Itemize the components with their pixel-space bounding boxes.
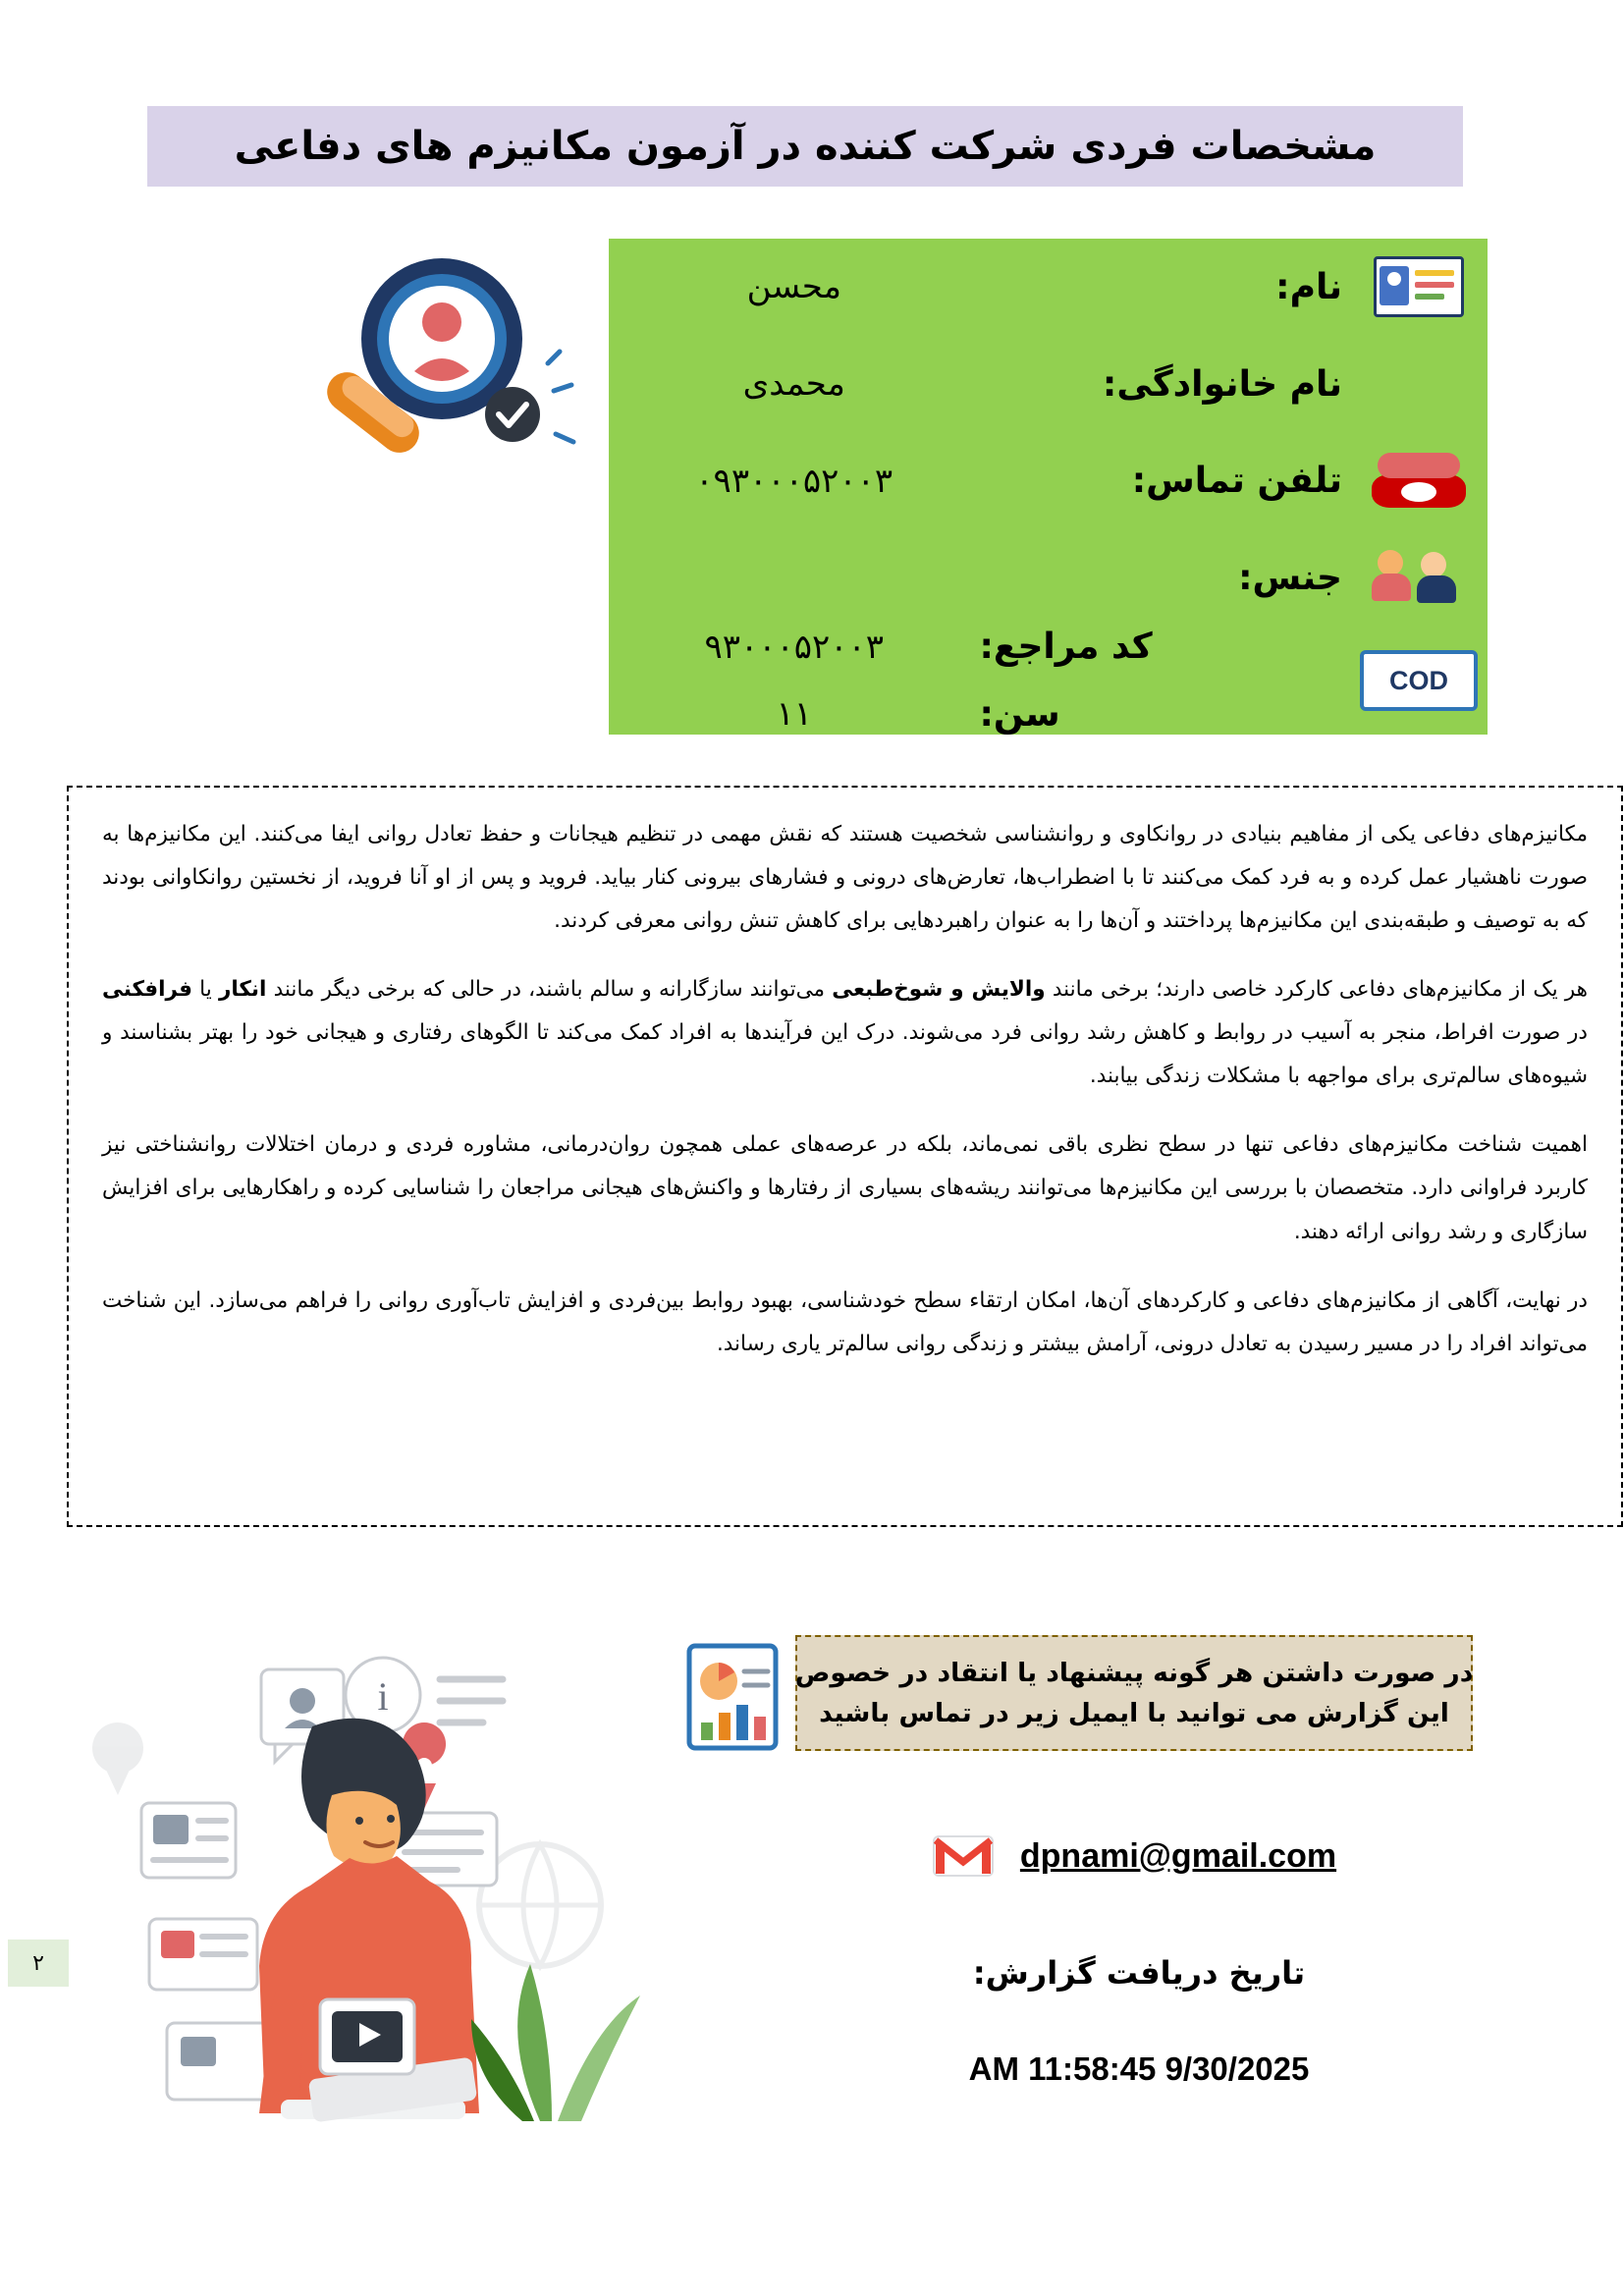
label-first-name: نام: <box>1275 266 1342 307</box>
report-date-value: 9/30/2025 11:58:45 AM <box>968 2050 1310 2087</box>
value-first-name: محسن <box>746 267 841 307</box>
label-age: سن: <box>979 694 1060 735</box>
participant-info-box <box>609 239 1488 735</box>
value-reference-code: ۹۳۰۰۰۵۲۰۰۳ <box>704 628 885 667</box>
label-last-name: نام خانوادگی: <box>1102 363 1342 405</box>
people-icon <box>1350 548 1488 609</box>
page-title-banner <box>147 106 1463 187</box>
paragraph-2: هر یک از مکانیزم‌های دفاعی کارکرد خاصی دارند؛ برخی مانند والایش و شوخ‌طبعی می‌توانند سازگارانه و سالم باشند، در حالی که برخی دیگر مانند انکار یا فرافکنی در صورت افراط، منجر به آسیب در روابط و کاهش رشد روانی فرد می‌شوند. درک این فرآیندها به افراد کمک می‌کند تا الگوهای رفتاری و هیجانی خود را بهتر بشناسند و شیوه‌های سالم‌تری برای مواجهه با مشکلات زندگی بیابند. <box>102 977 1588 1089</box>
email-row <box>795 1822 1473 1890</box>
paragraph-1: مکانیزم‌های دفاعی یکی از مفاهیم بنیادی در روانکاوی و روانشناسی شخصیت هستند که نقش مهمی در تنظیم هیجانات و حفظ تعادل روانی ایفا می‌کنند. این مکانیزم‌ها به صورت ناهشیار عمل کرده و به فرد کمک می‌کنند تا با اضطراب‌ها، تعارض‌های درونی و فشارهای بیرونی کنار بیاید. فروید و پس از او آنا فروید، از نخستین روانکاوانی بودند که به توصیف و طبقه‌بندی این مکانیزم‌ها پرداختند و آن‌ها را به عنوان راهبردهایی برای کاهش تنش روانی معرفی کردند. <box>102 822 1588 934</box>
cod-badge: COD <box>1360 650 1478 711</box>
cod-icon <box>1350 650 1488 711</box>
description-text-box <box>67 786 1623 1527</box>
paragraph-3: اهمیت شناخت مکانیزم‌های دفاعی تنها در سطح نظری باقی نمی‌ماند، بلکه در عرصه‌های عملی همچون روان‌درمانی، مشاوره فردی و درمان اختلالات روانشناختی نیز کاربرد فراوانی دارد. متخصصان با بررسی این مکانیزم‌ها می‌توانند ریشه‌های بسیاری از رفتارها و واکنش‌های هیجانی مراجعان را شناسایی کرده و راهکارهایی برای افزایش سازگاری و رشد روانی ارائه دهند. <box>102 1132 1588 1244</box>
magnifier-icon <box>319 258 573 461</box>
value-phone: ۰۹۳۰۰۰۵۲۰۰۳ <box>695 461 893 501</box>
contact-note-line-1: در صورت داشتن هر گونه پیشنهاد یا انتقاد در خصوص <box>794 1657 1474 1688</box>
video-card <box>320 1999 414 2074</box>
contact-note-box <box>795 1635 1473 1751</box>
value-last-name: محمدی <box>742 364 845 405</box>
gmail-icon <box>932 1832 995 1880</box>
profile-magnifier-illustration <box>285 246 599 501</box>
label-phone: تلفن تماس: <box>1131 461 1342 502</box>
page-number: ۲ <box>8 1940 69 1987</box>
contact-note-line-2: این گزارش می توانید با ایمیل زیر در تماس باشید <box>819 1698 1449 1728</box>
id-card-icon <box>1350 256 1488 317</box>
page-title: مشخصات فردی شرکت کننده در آزمون مکانیزم های دفاعی <box>234 124 1377 169</box>
label-reference-code: کد مراجع: <box>979 627 1153 667</box>
phone-icon <box>1350 451 1488 512</box>
paragraph-4: در نهایت، آگاهی از مکانیزم‌های دفاعی و کارکردهای آن‌ها، امکان ارتقاء سطح خودشناسی، بهبود روابط بین‌فردی و افزایش تاب‌آوری روانی را فراهم می‌سازد. این شناخت می‌تواند افراد را در مسیر رسیدن به تعادل درونی، آرامش بیشتر و زندگی روانی سالم‌تر یاری رساند. <box>102 1287 1588 1356</box>
plant-illustration <box>471 1964 640 2121</box>
communication-illustration <box>79 1611 727 2219</box>
email-link[interactable]: dpnami@gmail.com <box>1019 1836 1337 1875</box>
report-chart-icon <box>685 1642 780 1752</box>
svg-text:i: i <box>377 1674 389 1719</box>
label-gender: جنس: <box>1238 558 1342 599</box>
value-age: ۱۱ <box>776 694 813 734</box>
report-date-label: تاریخ دریافت گزارش: <box>972 1954 1306 1992</box>
